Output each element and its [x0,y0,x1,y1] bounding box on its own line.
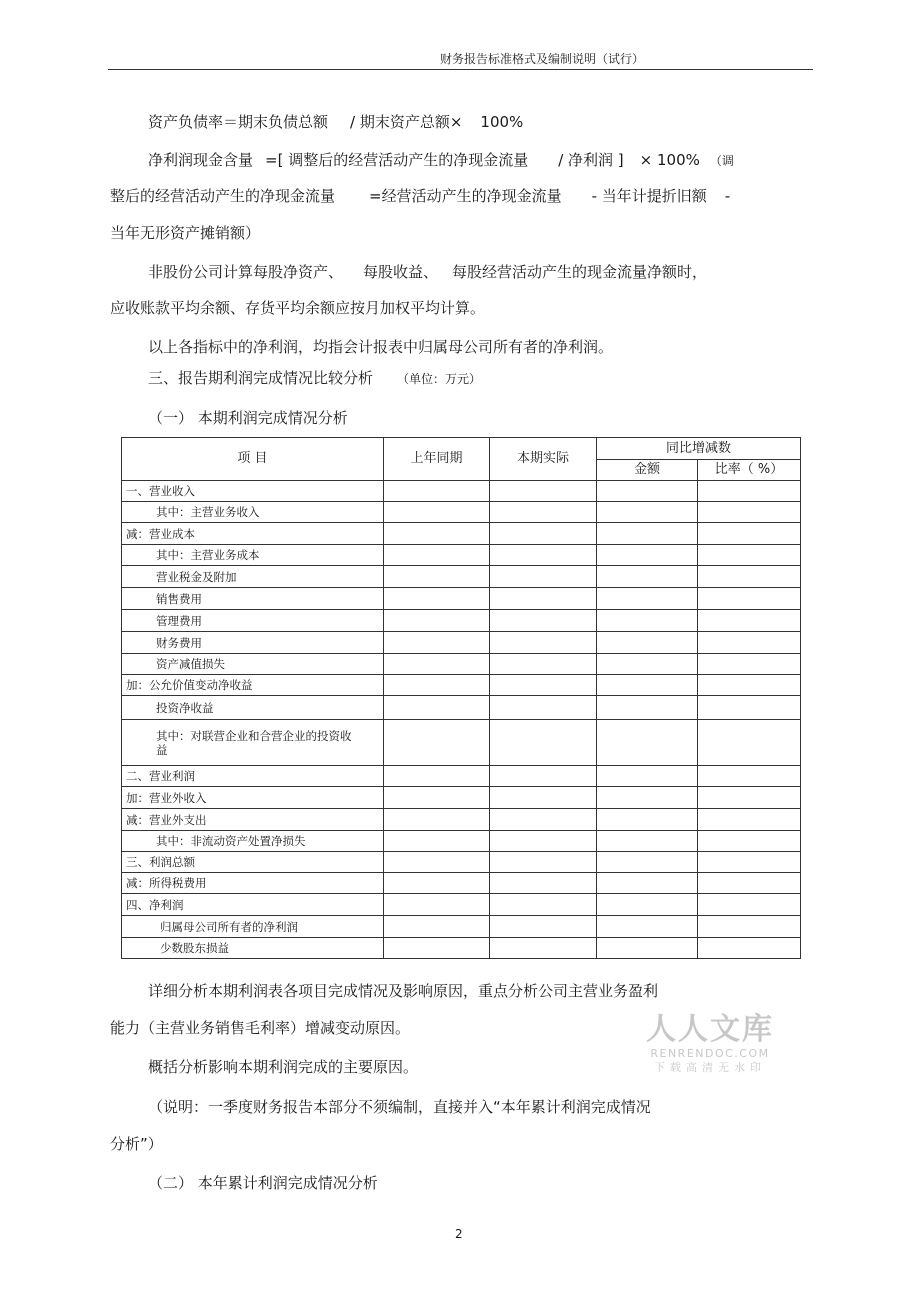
header-current: 本期实际 [490,438,597,481]
row-label: 二、营业利润 [122,766,384,787]
formula-cash-content-line1 [148,149,734,170]
header-ratio: 比率（ %） [698,460,801,481]
table-row [122,873,801,894]
row-label: 减：所得税费用 [122,873,384,894]
subsection-2-heading: （二） 本年累计利润完成情况分析 [148,1174,378,1192]
row-label: 三、利润总额 [122,852,384,873]
text: （调 [709,154,734,168]
table-row [122,588,801,610]
header-yoy: 同比增减数 [597,438,801,460]
table-row [122,809,801,831]
text: =[ 调整后的经营活动产生的净现金流量 [265,151,529,169]
table-row [122,632,801,654]
row-label: 其中：主营业务成本 [122,545,384,566]
section-3-heading [148,367,481,388]
row-label: 一、营业收入 [122,481,384,502]
row-label: 投资净收益 [122,696,384,720]
row-label: 营业税金及附加 [122,566,384,588]
text: =经营活动产生的净现金流量 [369,187,562,205]
row-label: 减：营业成本 [122,523,384,545]
row-label: 减：营业外支出 [122,809,384,831]
text: - 当年计提折旧额 [591,187,707,205]
table-row [122,894,801,916]
row-label: 财务费用 [122,632,384,654]
table-row [122,675,801,696]
header-item: 项 目 [122,438,384,481]
row-label: 四、净利润 [122,894,384,916]
analysis-paragraph-line2: 能力（主营业务销售毛利率）增减变动原因。 [110,1019,411,1037]
table-row [122,852,801,873]
table-row [122,610,801,632]
row-label: 其中：非流动资产处置净损失 [122,831,384,852]
table-row [122,654,801,675]
note-line1: （说明：一季度财务报告本部分不须编制，直接并入“本年累计利润完成情况 [148,1098,651,1116]
running-header: 财务报告标准格式及编制说明（试行） [440,52,645,66]
header-rule [108,69,813,70]
table-row [122,545,801,566]
text: 整后的经营活动产生的净现金流量 [110,187,336,205]
table-row [122,720,801,766]
table-row [122,502,801,523]
watermark-title: 人人文库 [646,1012,774,1047]
header-last-year: 上年同期 [384,438,490,481]
watermark-url: RENRENDOC.COM [650,1047,770,1060]
row-label: 管理费用 [122,610,384,632]
table-row [122,787,801,809]
section-title: 三、报告期利润完成情况比较分析 [148,369,374,387]
text: / 净利润 ] [558,151,624,169]
text: × 100% [639,151,700,169]
text: 净利润现金含量 [148,151,254,169]
table-row [122,523,801,545]
row-label-wrapped [122,720,384,766]
table-row [122,481,801,502]
note-line2: 分析”） [110,1135,163,1153]
paragraph-per-share-line1 [148,261,707,282]
text: 每股收益、 [363,263,439,281]
row-label: 加：营业外收入 [122,787,384,809]
text: 资产负债率＝期末负债总额 [148,113,329,131]
text: 100% [480,113,524,131]
table-row [122,566,801,588]
unit-label: （单位：万元） [397,372,482,386]
formula-cash-content-line2 [110,185,730,206]
row-label: 归属母公司所有者的净利润 [122,916,384,938]
paragraph-net-profit-definition: 以上各指标中的净利润，均指会计报表中归属母公司所有者的净利润。 [148,338,614,356]
text: 非股份公司计算每股净资产、 [148,263,344,281]
text: - [724,187,731,205]
row-label: 少数股东损益 [122,938,384,959]
table-row [122,938,801,959]
table-row [122,696,801,720]
watermark-subtitle: 下载高清无水印 [654,1061,766,1074]
profit-comparison-table [121,437,801,959]
table-row [122,916,801,938]
row-label: 资产减值损失 [122,654,384,675]
page-number: 2 [455,1227,463,1241]
table-row [122,831,801,852]
analysis-summary: 概括分析影响本期利润完成的主要原因。 [148,1058,419,1076]
formula-cash-content-line3: 当年无形资产摊销额） [110,224,261,242]
header-amount: 金额 [597,460,698,481]
subsection-1-heading: （一） 本期利润完成情况分析 [148,409,348,427]
row-label: 其中：主营业务收入 [122,502,384,523]
row-label: 销售费用 [122,588,384,610]
formula-debt-ratio [148,111,523,132]
text: / 期末资产总额× [350,113,463,131]
text: 每股经营活动产生的现金流量净额时， [452,263,708,281]
table-row [122,766,801,787]
paragraph-per-share-line2: 应收账款平均余额、存货平均余额应按月加权平均计算。 [110,299,486,317]
row-label: 其中：对联营企业和合营企业的投资收益 [156,728,352,757]
row-label: 加：公允价值变动净收益 [122,675,384,696]
watermark [640,1013,780,1075]
analysis-paragraph-line1: 详细分析本期利润表各项目完成情况及影响原因，重点分析公司主营业务盈利 [148,982,659,1000]
